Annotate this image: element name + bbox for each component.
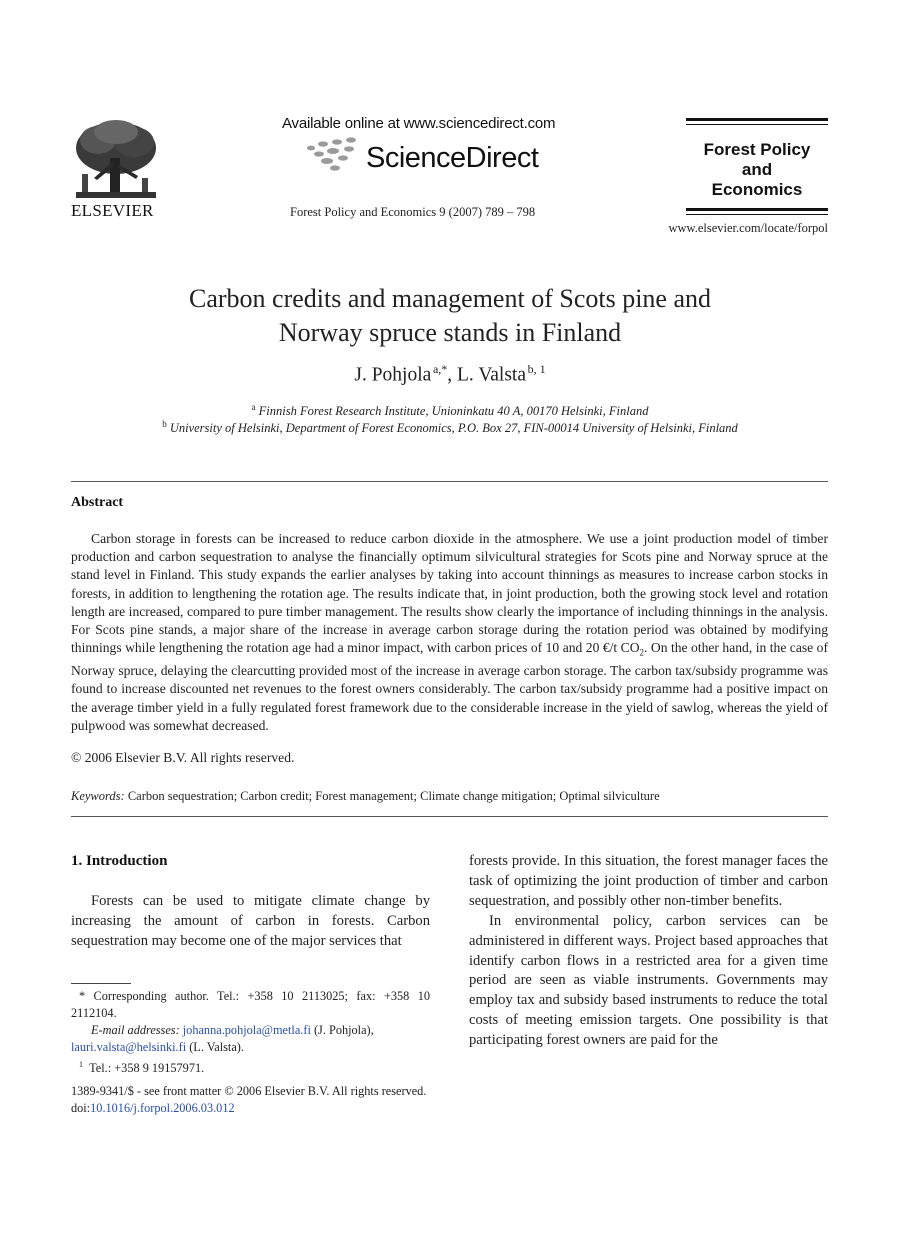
abstract-heading: Abstract [71, 495, 124, 510]
footnote-corresponding: * Corresponding author. Tel.: +358 10 2113025; fax: +358 10 2112104. [71, 989, 430, 1020]
journal-name: Forest Policy and Economics [703, 140, 811, 199]
right-column [469, 852, 828, 1051]
journal-citation: Forest Policy and Economics 9 (2007) 789 – 798 [290, 205, 536, 219]
body-paragraph: forests provide. In this situation, the forest manager faces the task of optimizing the joint production of timber and carbon sequestration, and possibly other non-timber benefits. [469, 853, 828, 909]
available-online-text: Available online at www.sciencedirect.com [282, 115, 556, 132]
issn-line: 1389-9341/$ - see front matter © 2006 Elsevier B.V. All rights reserved. [71, 1084, 427, 1098]
journal-url[interactable]: www.elsevier.com/locate/forpol [668, 221, 828, 235]
journal-rule-bottom-thin [686, 214, 828, 215]
author-name: L. Valsta [457, 364, 526, 386]
keywords: Keywords: Carbon sequestration; Carbon credit; Forest management; Climate change mitigation; Optimal silviculture [71, 789, 660, 803]
journal-title-block [686, 118, 828, 218]
divider [71, 481, 828, 482]
footnote-tel: $^1$ Tel.: +358 9 19157971. [79, 1060, 205, 1076]
author-affil-mark: b, 1 [527, 362, 546, 376]
author-list: J. Pohjola $^{a,*}$, L. Valsta $^{b, 1}$ [354, 362, 546, 386]
footnote-emails: E-mail addresses: johanna.pohjola@metla.fi (J. Pohjola), lauri.valsta@helsinki.fi (L. Valsta). [71, 1023, 374, 1054]
publisher-logo-text: ELSEVIER [71, 201, 154, 220]
journal-rule-top-thin [686, 124, 828, 125]
body-paragraph: Forests can be used to mitigate climate change by increasing the amount of carbon in forests. Carbon sequestration may become one of the major services that [71, 893, 430, 949]
sciencedirect-dots-icon [305, 136, 367, 174]
doi-link[interactable]: 10.1016/j.forpol.2006.03.012 [90, 1101, 235, 1115]
abstract-body [71, 530, 828, 735]
abstract-paragraph: Carbon storage in forests can be increased to reduce carbon dioxide in the atmosphere. We use a joint production model of timber production and carbon sequestration to analyse the financially optimum silvicultural strategies for Scots pine and Norway spruce at the stand level in Finland. This study expands the earlier analyses by taking into account thinnings as measures to increase carbon stocks in forests, in addition to lengthening the rotation age. The results indicate that, in joint production, both the growing stock level and rotation length are increased, compared to pure timber management. The results show clearly the importance of including thinnings in the analysis. For Scots pine stands, a major share of the increase in average carbon storage during the rotation period was obtained by modifying thinnings while lengthening the rotation age had a minor impact, with carbon prices of 10 and 20 €/t $CO_2$. On the other hand, in the case of Norway spruce, delaying the clearcutting provided most of the increase in average carbon storage. The carbon tax/subsidy programme was found to increase discounted net revenues to the forest owners considerably. The carbon tax/subsidy programme had a positive impact on the average timber yield in a fully regulated forest framework due to the considerable increase in the yield of sawlog, whereas the yield of pulpwood was somewhat decreased. [71, 531, 828, 733]
affiliation-b: $^b$ University of Helsinki, Department of Forest Economics, P.O. Box 27, FIN-00014 University of Helsinki, Finland [162, 419, 738, 436]
footnote-rule [71, 983, 131, 984]
journal-rule-bottom-thick [686, 208, 828, 211]
email-link[interactable]: lauri.valsta@helsinki.fi [71, 1040, 187, 1054]
section-heading: 1. Introduction [71, 853, 168, 869]
footnotes [71, 988, 430, 1077]
author-affil-mark: a,* [432, 362, 448, 376]
affiliation-a: $^a$ Finnish Forest Research Institute, Unioninkatu 40 A, 00170 Helsinki, Finland [251, 402, 649, 419]
front-matter [71, 1083, 491, 1117]
left-column [71, 892, 430, 952]
body-paragraph: In environmental policy, carbon services can be administered in different ways. Project based approaches that identify carbon flows in a restricted area for a given time period are seen as viable instruments. Governments may employ tax and subsidy based instruments to reduce the total costs of meeting emission targets. One possibility is that participating forest owners are paid for the [469, 912, 828, 1049]
doi-line: doi:10.1016/j.forpol.2006.03.012 [71, 1101, 235, 1115]
abstract-copyright: © 2006 Elsevier B.V. All rights reserved. [71, 750, 295, 765]
divider [71, 816, 828, 817]
sciencedirect-brand: ScienceDirect [366, 142, 539, 174]
author-name: J. Pohjola [354, 364, 432, 386]
journal-rule-top-thick [686, 118, 828, 121]
email-link[interactable]: johanna.pohjola@metla.fi [182, 1023, 311, 1037]
article-title: Carbon credits and management of Scots pine and Norway spruce stands in Finland [188, 284, 712, 347]
